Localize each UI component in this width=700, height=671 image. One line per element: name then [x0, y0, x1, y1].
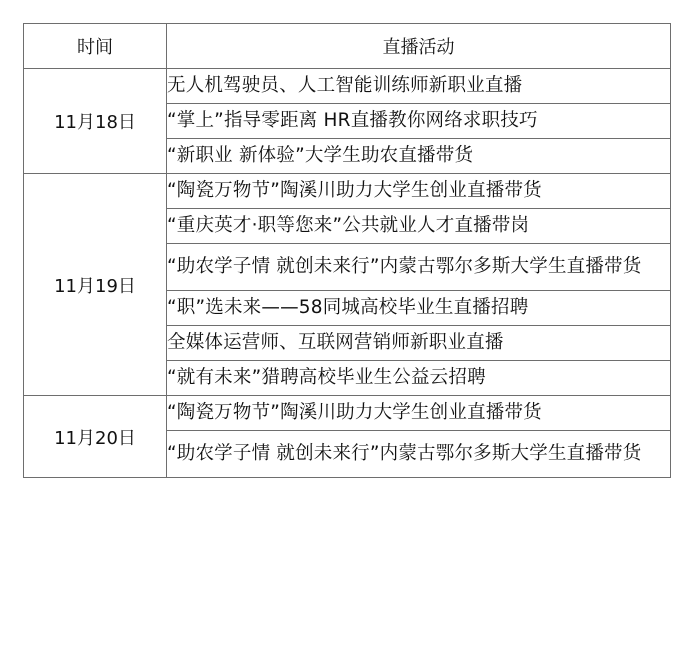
date-cell-nov20: 11月20日 [24, 396, 167, 478]
activity-cell: “助农学子情 就创未来行”内蒙古鄂尔多斯大学生直播带货 [167, 431, 671, 478]
table-row [24, 396, 671, 431]
table-row [24, 174, 671, 209]
activity-cell: “就有未来”猎聘高校毕业生公益云招聘 [167, 361, 671, 396]
date-cell-nov18: 11月18日 [24, 69, 167, 174]
activity-cell: “职”选未来——58同城高校毕业生直播招聘 [167, 291, 671, 326]
header-activity: 直播活动 [167, 24, 671, 69]
activity-cell: “重庆英才·职等您来”公共就业人才直播带岗 [167, 209, 671, 244]
activity-cell: “助农学子情 就创未来行”内蒙古鄂尔多斯大学生直播带货 [167, 244, 671, 291]
header-time: 时间 [24, 24, 167, 69]
table-header-row [24, 24, 671, 69]
activity-cell: “掌上”指导零距离 HR直播教你网络求职技巧 [167, 104, 671, 139]
date-cell-nov19: 11月19日 [24, 174, 167, 396]
livestream-schedule-table [23, 23, 671, 478]
table-row [24, 69, 671, 104]
activity-cell: “陶瓷万物节”陶溪川助力大学生创业直播带货 [167, 396, 671, 431]
activity-cell: “新职业 新体验”大学生助农直播带货 [167, 139, 671, 174]
activity-cell: “陶瓷万物节”陶溪川助力大学生创业直播带货 [167, 174, 671, 209]
activity-cell: 无人机驾驶员、人工智能训练师新职业直播 [167, 69, 671, 104]
activity-cell: 全媒体运营师、互联网营销师新职业直播 [167, 326, 671, 361]
